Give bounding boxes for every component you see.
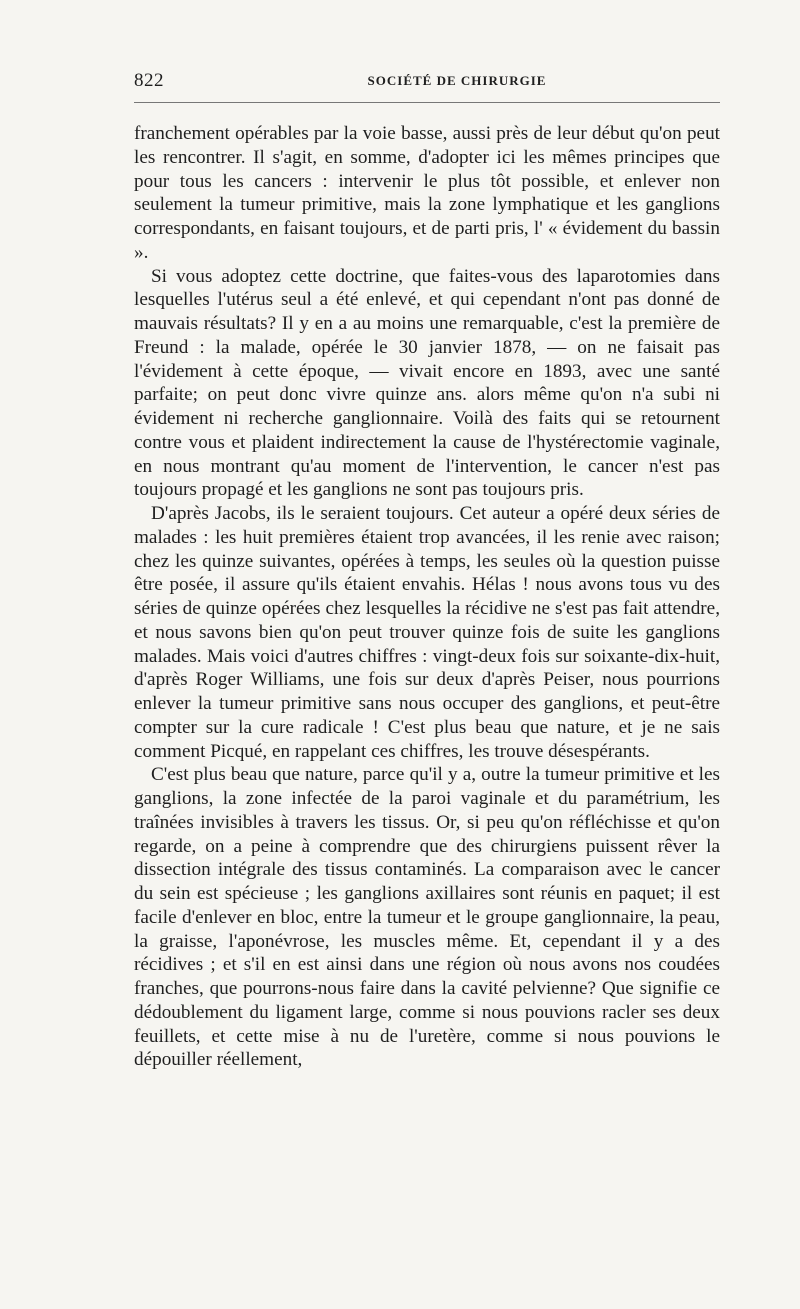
paragraph-3: D'après Jacobs, ils le seraient toujours. Cet auteur a opéré deux séries de malades : les huit premières étaient trop avancées, il les renie avec raison; chez les quinze suivantes, opérées à temps, les seules où la question puisse être posée, il assure qu'ils étaient envahis. Hélas ! nous avons tous vu des séries de quinze opérées chez lesquelles la récidive ne s'est pas fait attendre, et nous savons bien qu'on peut trouver quinze fois de suite les ganglions malades. Mais voici d'autres chiffres : vingt-deux fois sur soixante-dix-huit, d'après Roger Williams, une fois sur deux d'après Peiser, nous pourrions enlever la tumeur primitive sans nous occuper des ganglions, et peut-être compter sur la cure radicale ! C'est plus beau que nature, et je ne sais comment Picqué, en rappelant ces chiffres, les trouve désespérants. xyxy=(134,503,720,762)
running-header xyxy=(134,70,720,94)
paragraph-1: franchement opérables par la voie basse, aussi près de leur début qu'on peut les rencontrer. Il s'agit, en somme, d'adopter ici les mêmes principes que pour tous les cancers : intervenir le plus tôt possible, et enlever non seulement la tumeur primitive, mais la zone lymphatique et les ganglions correspondants, en faisant toujours, et de parti pris, l' « évidement du bassin ». xyxy=(134,123,720,263)
paragraph-2: Si vous adoptez cette doctrine, que faites-vous des laparotomies dans lesquelles l'utérus seul a été enlevé, et qui cependant n'ont pas donné de mauvais résultats? Il y en a au moins une remarquable, c'est la première de Freund : la malade, opérée le 30 janvier 1878, — on ne faisait pas l'évidement à cette époque, — vivait encore en 1893, avec une santé parfaite; on peut donc vivre quinze ans. alors même qu'on n'a subi ni évidement ni recherche ganglionnaire. Voilà des faits qui se retournent contre vous et plaident indirectement la cause de l'hystérectomie vaginale, en nous montrant qu'au moment de l'intervention, le cancer n'est pas toujours propagé et les ganglions ne sont pas toujours pris. xyxy=(134,265,720,501)
page-number: 822 xyxy=(134,70,164,91)
paragraph-4: C'est plus beau que nature, parce qu'il y a, outre la tumeur primitive et les ganglions, la zone infectée de la paroi vaginale et du paramétrium, les traînées invisibles à travers les tissus. Or, si peu qu'on réfléchisse et qu'on regarde, on a peine à comprendre que des chirurgiens puissent rêver la dissection intégrale des tissus contaminés. La comparaison avec le cancer du sein est spécieuse ; les ganglions axillaires sont réunis en paquet; il est facile d'enlever en bloc, entre la tumeur et le groupe ganglionnaire, la peau, la graisse, l'aponévrose, les muscles même. Et, cependant il y a des récidives ; et s'il en est ainsi dans une région où nous avons nos coudées franches, que pourrons-nous faire dans la cavité pelvienne? Que signifie ce dédoublement du ligament large, comme si nous pouvions racler ses deux feuillets, et cette mise à nu de l'uretère, comme si nous pouvions le dépouiller réellement, xyxy=(134,764,720,1071)
running-title: SOCIÉTÉ DE CHIRURGIE xyxy=(367,73,547,88)
header-rule xyxy=(134,102,720,103)
body-text xyxy=(134,122,720,1072)
